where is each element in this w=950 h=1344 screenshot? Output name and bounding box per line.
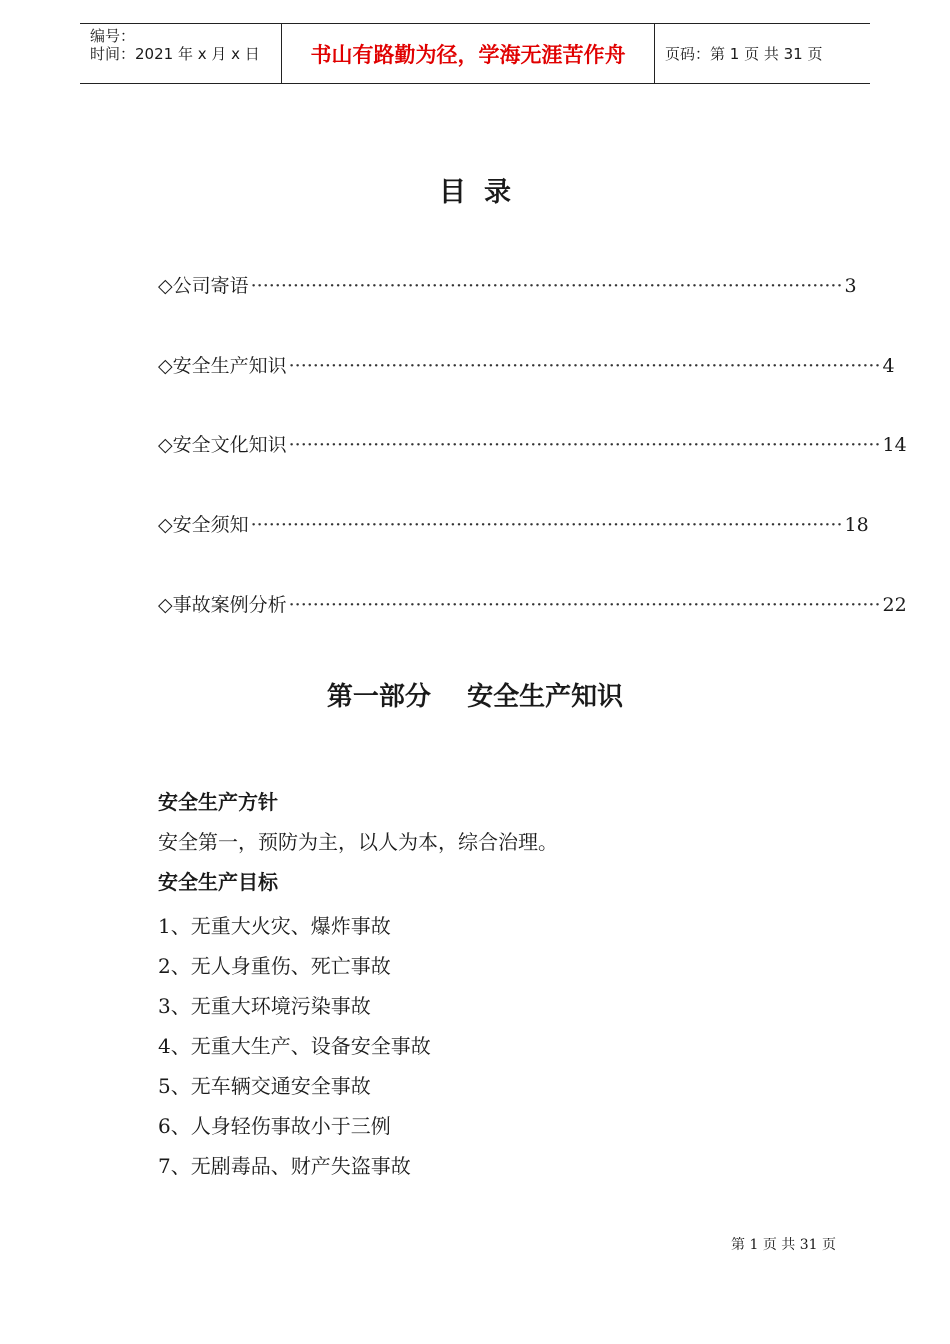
- toc-item-page: 22: [882, 594, 907, 616]
- goal-item: 5、无车辆交通安全事故: [158, 1074, 371, 1098]
- toc-item-label: ◇安全文化知识: [158, 434, 287, 456]
- header-table: [80, 23, 870, 84]
- toc-item-label: ◇事故案例分析: [158, 594, 287, 616]
- toc-leader-dots: ··································································································: [250, 514, 843, 536]
- goal-item: 6、人身轻伤事故小于三例: [158, 1114, 391, 1138]
- toc-leader-dots: ··································································································: [288, 594, 881, 616]
- toc-item-label: ◇安全生产知识: [158, 355, 287, 377]
- policy-heading: 安全生产方针: [158, 790, 278, 814]
- goal-item: 7、无剧毒品、财产失盗事故: [158, 1154, 411, 1178]
- toc-title: 目录: [439, 177, 529, 208]
- toc-leader-dots: ··································································································: [250, 275, 843, 297]
- toc-item-page: 18: [844, 514, 869, 536]
- toc-item-label: ◇安全须知: [158, 514, 249, 536]
- toc-item[interactable]: [158, 590, 907, 620]
- goals-heading: 安全生产目标: [158, 870, 278, 894]
- header-number-label: 编号：: [90, 27, 136, 45]
- header-page-info: 页码：第 1 页 共 31 页: [665, 45, 823, 63]
- goal-item: 1、无重大火灾、爆炸事故: [158, 914, 391, 938]
- part-title: 第一部分 安全生产知识: [326, 682, 624, 712]
- toc-leader-dots: ··································································································: [288, 434, 881, 456]
- toc-item-page: 4: [882, 355, 895, 377]
- header-date-label: 时间：2021 年 x 月 x 日: [90, 45, 260, 63]
- toc-item-page: 3: [844, 275, 857, 297]
- goal-item: 3、无重大环境污染事故: [158, 994, 371, 1018]
- toc-item[interactable]: [158, 351, 895, 381]
- goal-item: 4、无重大生产、设备安全事故: [158, 1034, 431, 1058]
- header-motto: 书山有路勤为径，学海无涯苦作舟: [282, 24, 655, 83]
- toc-item-label: ◇公司寄语: [158, 275, 249, 297]
- footer-page-number: 第 1 页 共 31 页: [731, 1237, 836, 1253]
- toc-item[interactable]: [158, 271, 857, 301]
- toc-leader-dots: ··································································································: [288, 355, 881, 377]
- policy-text: 安全第一，预防为主，以人为本，综合治理。: [158, 830, 558, 854]
- header-left-cell: [80, 24, 282, 83]
- toc-item[interactable]: [158, 430, 907, 460]
- goal-item: 2、无人身重伤、死亡事故: [158, 954, 391, 978]
- toc-item[interactable]: [158, 510, 869, 540]
- toc-item-page: 14: [882, 434, 907, 456]
